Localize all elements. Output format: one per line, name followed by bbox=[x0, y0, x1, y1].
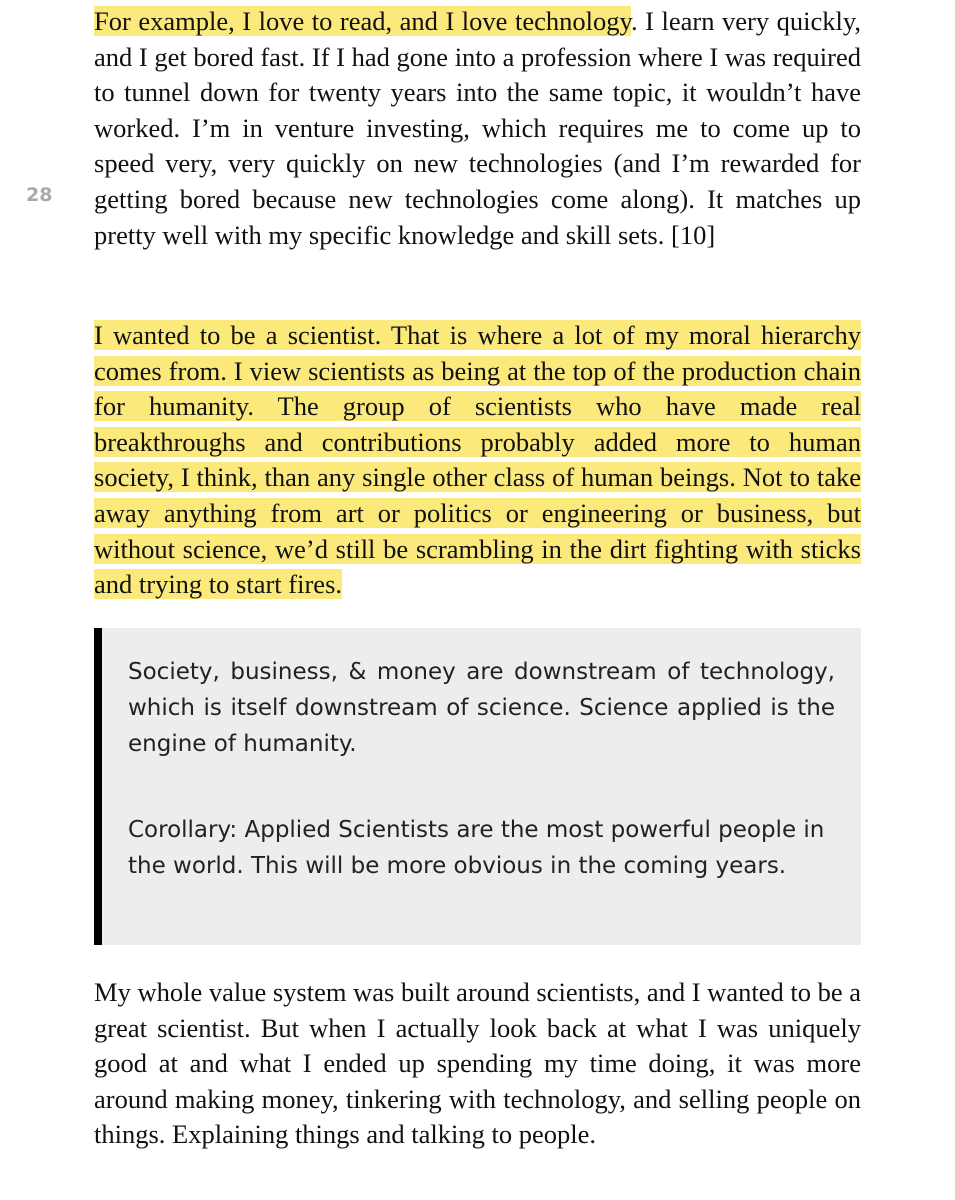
paragraph-value-system: My whole value system was built around scientists, and I wanted to be a great scientist. But when I actually look back at what I was uniquely good at and what I ended up spending my time doing, it was more around making money, tinkering with technology, and selling people on things. Explaining things and talking to people. bbox=[94, 977, 861, 1150]
blockquote bbox=[94, 628, 861, 945]
paragraph-technology bbox=[94, 4, 861, 253]
paragraph-scientist bbox=[94, 318, 861, 603]
paragraph-text: . I learn very quickly, and I get bored fast. If I had gone into a profession where I was required to tunnel down for twenty years into the same topic, it wouldn’t have worked. I’m in venture investing, which requires me to come up to speed very, very quickly on new technologies (and I’m rewarded for getting bored because new technologies come along). It matches up pretty well with my specific knowledge and skill sets. [10] bbox=[94, 6, 861, 250]
highlight-span[interactable]: I wanted to be a scientist. That is where a lot of my moral hierarchy comes from. I view scientists as being at the top of the production chain for humanity. The group of scientists who have made real breakthroughs and contributions probably added more to human society, I think, than any single other class of human beings. Not to take away anything from art or politics or engineering or business, but without science, we’d still be scrambling in the dirt fighting with sticks and trying to start fires. bbox=[94, 320, 861, 600]
highlight-span[interactable]: For example, I love to read, and I love technology bbox=[94, 6, 631, 36]
page-number: 28 bbox=[26, 184, 53, 206]
quote-paragraph-1: Society, business, & money are downstream of technology, which is itself downstream of science. Science applied is the engine of humanity. bbox=[128, 659, 835, 757]
quote-paragraph-2: Corollary: Applied Scientists are the most powerful people in the world. This will be more obvious in the coming years. bbox=[128, 817, 825, 879]
